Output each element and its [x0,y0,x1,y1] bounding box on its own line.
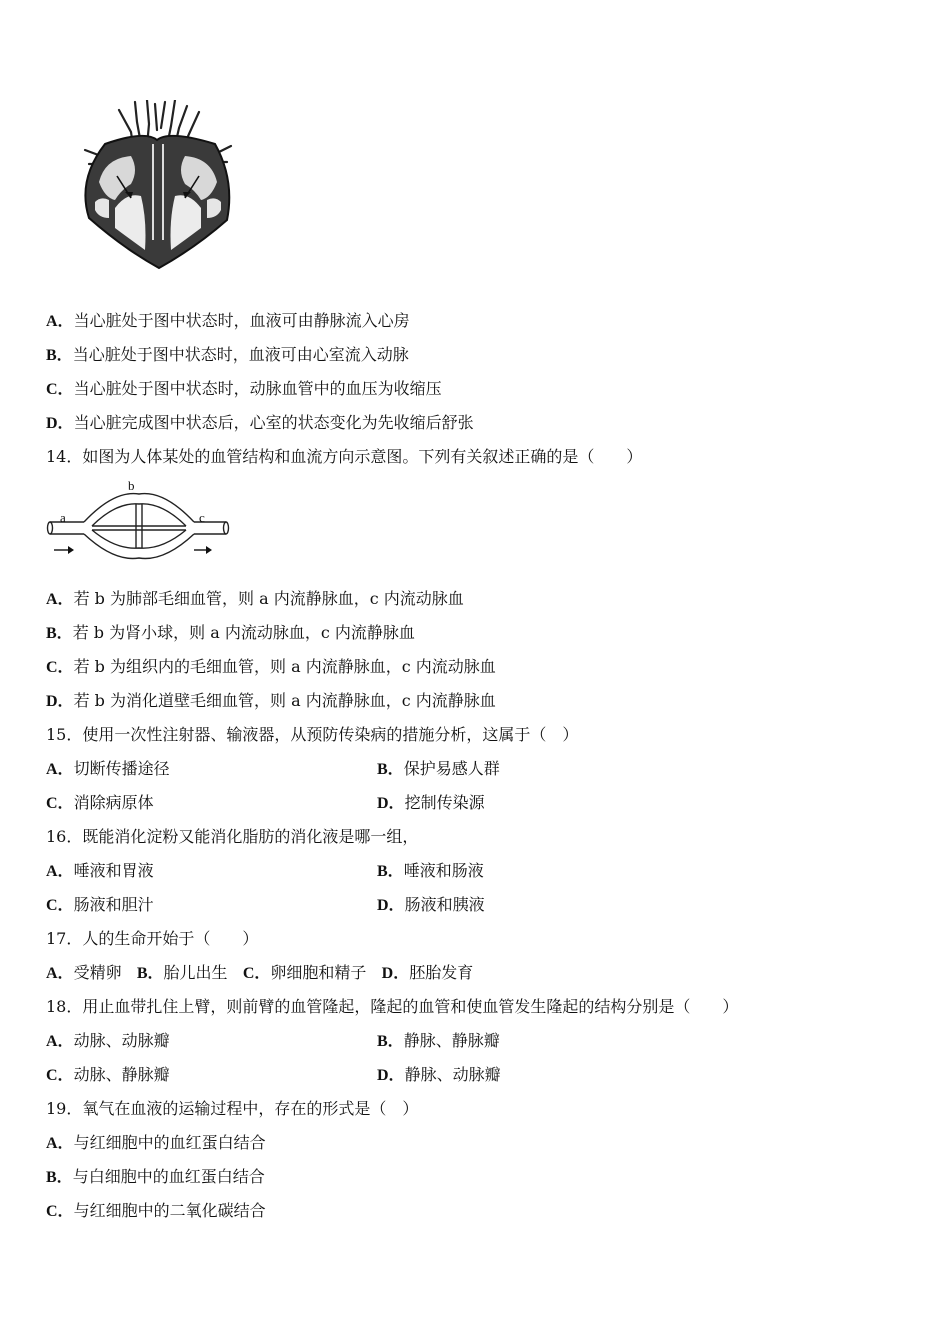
q19-option-a: A．与红细胞中的血红蛋白结合 [46,1133,266,1152]
heart-diagram [75,100,245,272]
q15-option-b: B．保护易感人群 [377,759,500,778]
q19-option-b: B．与白细胞中的血红蛋白结合 [46,1167,265,1186]
q14-option-a: A．若 b 为肺部毛细血管，则 a 内流静脉血，c 内流动脉血 [46,589,464,608]
q17-option-c: C．卵细胞和精子 [242,963,367,982]
q18-option-d: D．静脉、动脉瓣 [377,1065,501,1084]
q13-option-d: D．当心脏完成图中状态后，心室的状态变化为先收缩后舒张 [46,413,474,432]
q14-option-b: B．若 b 为肾小球，则 a 内流动脉血，c 内流静脉血 [46,623,415,642]
blood-vessel-diagram [44,478,234,560]
q17-option-b: B．胎儿出生 [136,963,228,982]
label-b: b [128,478,135,493]
q17-option-d: D．胚胎发育 [381,963,474,982]
q16-option-c: C．肠液和胆汁 [46,895,154,914]
q16-option-b: B．唾液和肠液 [377,861,484,880]
q19-option-c: C．与红细胞中的二氧化碳结合 [46,1201,266,1220]
q17-stem: 17．人的生命开始于（ ） [46,929,259,948]
q14-option-c: C．若 b 为组织内的毛细血管，则 a 内流静脉血，c 内流动脉血 [46,657,496,676]
q15-stem: 15．使用一次性注射器、输液器，从预防传染病的措施分析，这属于（ ） [46,725,579,744]
q18-option-b: B．静脉、静脉瓣 [377,1031,500,1050]
q14-stem: 14．如图为人体某处的血管结构和血流方向示意图。下列有关叙述正确的是（ ） [46,447,643,466]
q18-stem: 18．用止血带扎住上臂，则前臂的血管隆起，隆起的血管和使血管发生隆起的结构分别是（ ） [46,997,739,1016]
q15-option-c: C．消除病原体 [46,793,154,812]
label-a: a [60,510,66,525]
q16-option-a: A．唾液和胃液 [46,861,154,880]
q17-options [46,962,473,985]
q15-option-d: D．挖制传染源 [377,793,485,812]
q13-option-b: B．当心脏处于图中状态时，血液可由心室流入动脉 [46,345,409,364]
q17-option-a: A．受精卵 [46,963,122,982]
q13-option-a: A．当心脏处于图中状态时，血液可由静脉流入心房 [46,311,410,330]
q13-option-c: C．当心脏处于图中状态时，动脉血管中的血压为收缩压 [46,379,442,398]
label-c: c [199,510,205,525]
q15-option-a: A．切断传播途径 [46,759,170,778]
q16-option-d: D．肠液和胰液 [377,895,485,914]
q16-stem: 16．既能消化淀粉又能消化脂肪的消化液是哪一组， [46,827,419,846]
q18-option-c: C．动脉、静脉瓣 [46,1065,170,1084]
q18-option-a: A．动脉、动脉瓣 [46,1031,170,1050]
q14-option-d: D．若 b 为消化道壁毛细血管，则 a 内流静脉血，c 内流静脉血 [46,691,496,710]
q19-stem: 19．氧气在血液的运输过程中，存在的形式是（ ） [46,1099,419,1118]
